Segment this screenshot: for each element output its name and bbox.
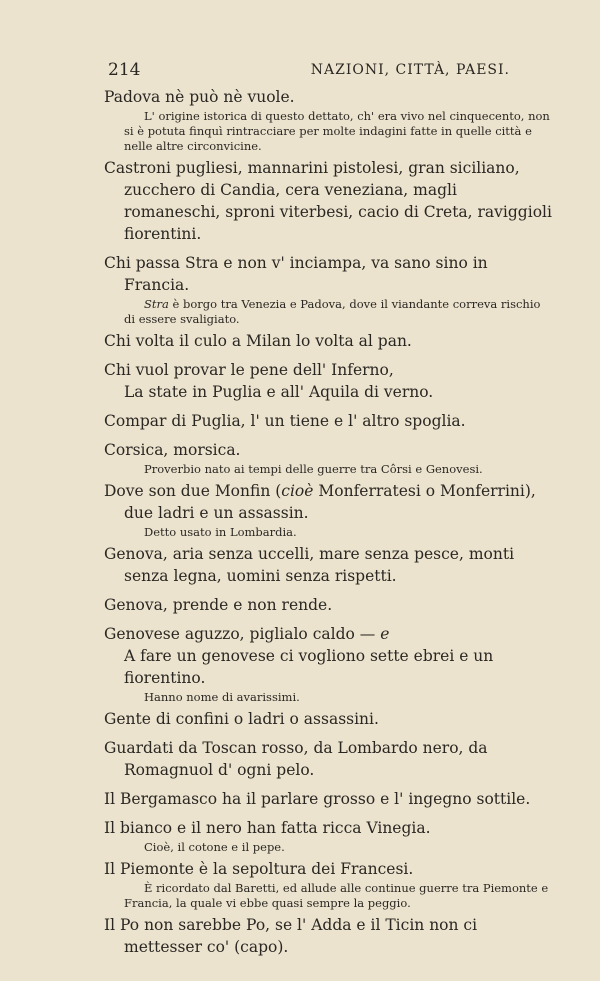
proverb-15: Il bianco e il nero han fatta ricca Vinegia. bbox=[104, 819, 431, 837]
note-8: Detto usato in Lombardia. bbox=[144, 525, 297, 539]
proverb-14: Il Bergamasco ha il parlare grosso e l' ingegno sottile. bbox=[104, 790, 531, 808]
page-header bbox=[108, 60, 556, 84]
proverb-9: Genova, aria senza uccelli, mare senza pesce, monti senza legna, uomini senza rispetti. bbox=[104, 545, 515, 585]
running-title: NAZIONI, CITTÀ, PAESI. bbox=[310, 62, 510, 78]
proverb-1: Padova nè può nè vuole. bbox=[104, 88, 295, 106]
note-3 bbox=[104, 297, 552, 327]
proverb-12: Gente di confini o ladri o assassini. bbox=[104, 710, 379, 728]
proverb-11-line-2: A fare un genovese ci vogliono sette ebrei e un fiorentino. bbox=[124, 647, 494, 687]
proverb-2: Castroni pugliesi, mannarini pistolesi, gran siciliano, zucchero di Candia, cera veneziana, magli romaneschi, sproni viterbesi, cacio di Creta, raviggioli fiorentini. bbox=[104, 159, 552, 243]
proverb-17: Il Po non sarebbe Po, se l' Adda e il Ticin non ci mettesser co' (capo). bbox=[104, 916, 478, 956]
proverb-8-italic: cioè bbox=[281, 482, 314, 500]
proverb-3: Chi passa Stra e non v' inciampa, va sano sino in Francia. bbox=[104, 254, 488, 294]
proverb-5-line-2: La state in Puglia e all' Aquila di verno. bbox=[124, 383, 434, 401]
proverb-10: Genova, prende e non rende. bbox=[104, 596, 333, 614]
proverb-7: Corsica, morsica. bbox=[104, 441, 241, 459]
note-15: Cioè, il cotone e il pepe. bbox=[144, 840, 285, 854]
note-7: Proverbio nato ai tempi delle guerre tra Côrsi e Genovesi. bbox=[144, 462, 483, 476]
proverb-6: Compar di Puglia, l' un tiene e l' altro spoglia. bbox=[104, 412, 466, 430]
page-number: 214 bbox=[108, 60, 141, 80]
note-11: Hanno nome di avarissimi. bbox=[144, 690, 300, 704]
proverb-11-part-1: Genovese aguzzo, piglialo caldo — bbox=[104, 625, 381, 643]
proverb-4: Chi volta il culo a Milan lo volta al pan. bbox=[104, 332, 412, 350]
proverb-13: Guardati da Toscan rosso, da Lombardo nero, da Romagnuol d' ogni pelo. bbox=[104, 739, 488, 779]
proverb-list bbox=[104, 86, 552, 958]
note-16: È ricordato dal Baretti, ed allude alle continue guerre tra Piemonte e Francia, la quale vi ebbe quasi sempre la peggio. bbox=[124, 881, 549, 910]
proverb-11-italic: e bbox=[380, 625, 390, 643]
note-3-prefix: Stra bbox=[144, 297, 169, 311]
proverb-11-line-1 bbox=[104, 623, 552, 645]
proverb-8-part-1: Dove son due Monfin ( bbox=[104, 482, 282, 500]
proverb-5-line-1: Chi vuol provar le pene dell' Inferno, bbox=[104, 361, 394, 379]
proverb-8-part-2: Monferratesi o Monferrini), due ladri e un assassin. bbox=[124, 482, 536, 522]
proverb-16: Il Piemonte è la sepoltura dei Francesi. bbox=[104, 860, 414, 878]
proverb-8 bbox=[104, 480, 552, 524]
note-3-text: è borgo tra Venezia e Padova, dove il viandante correva rischio di essere svaligiato. bbox=[124, 297, 541, 326]
note-1: L' origine istorica di questo dettato, ch' era vivo nel cinquecento, non si è potuta finquì rintracciare per molte indagini fatte in quelle città e nelle altre circonvicine. bbox=[124, 109, 550, 153]
